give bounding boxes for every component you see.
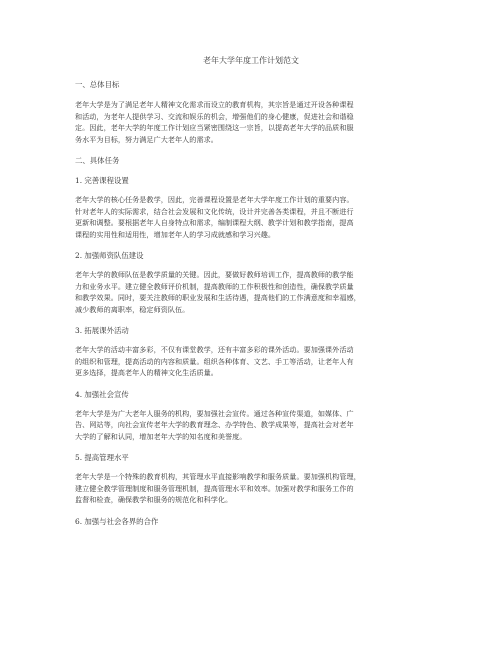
task-paragraph-management <box>75 471 427 506</box>
paragraph-line: 老年大学是为广大老年人服务的机构，要加强社会宣传。通过各种宣传渠道，如媒体、广 <box>75 408 354 418</box>
paragraph-line: 针对老年人的实际需求，结合社会发展和文化传统，设计并完善各类课程，并且不断进行 <box>75 206 354 216</box>
task-heading-publicity: 4. 加强社会宣传 <box>75 389 129 399</box>
paragraph-line: 老年大学的教师队伍是教学质量的关键。因此，要做好教师培训工作，提高教师的教学能 <box>75 270 354 279</box>
paragraph-line: 老年大学是一个特殊的教育机构，其管理水平直接影响教学和服务质量。要加强机构管理， <box>75 472 361 481</box>
task-heading-teachers: 2. 加强师资队伍建设 <box>75 251 144 260</box>
paragraph-line: 老年大学是为了满足老年人精神文化需求而设立的教育机构，其宗旨是通过开设各种课程 <box>75 100 354 109</box>
task-heading-management: 5. 提高管理水平 <box>75 453 129 462</box>
task-heading-activities: 3. 拓展课外活动 <box>75 326 129 335</box>
task-heading-cooperation: 6. 加强与社会各界的合作 <box>75 516 159 526</box>
paragraph-line: 大学的了解和认同，增加老年大学的知名度和美誉度。 <box>75 431 247 441</box>
paragraph-line: 告、网站等，向社会宣传老年大学的教育理念、办学特色、教学成果等，提高社会对老年 <box>75 420 354 429</box>
paragraph-line: 课程的实用性和适用性，增加老年人的学习成就感和学习兴趣。 <box>75 229 276 239</box>
paragraph-line: 和教学效果。同时，要关注教师的职业发展和生活待遇，提高他们的工作满意度和幸福感， <box>75 293 361 302</box>
section-heading-goals: 一、总体目标 <box>75 80 120 89</box>
task-paragraph-curriculum <box>75 194 427 240</box>
paragraph-line: 更多选择，提高老年人的精神文化生活质量。 <box>75 368 218 377</box>
task-paragraph-teachers <box>75 269 427 315</box>
paragraph-line: 监督和检查，确保教学和服务的规范化和科学化。 <box>75 495 233 504</box>
paragraph-line: 减少教师的离职率，稳定师资队伍。 <box>75 304 190 314</box>
paragraph-line: 力和业务水平。建立健全教师评价机制，提高教师的工作积极性和创造性，确保教学质量 <box>75 281 354 291</box>
paragraph-line: 老年大学的活动丰富多彩，不仅有课堂教学，还有丰富多彩的课外活动。要加强课外活动 <box>75 345 354 354</box>
paragraph-line: 建立健全教学管理制度和服务管理机制，提高管理水平和效率。加强对教学和服务工作的 <box>75 483 354 493</box>
paragraph-line: 的组织和管理，提高活动的内容和质量。组织各种体育、文艺、手工等活动，让老年人有 <box>75 356 354 366</box>
paragraph-line: 务水平为目标，努力满足广大老年人的需求。 <box>75 134 218 144</box>
paragraph-line: 老年大学的核心任务是教学，因此，完善课程设置是老年大学年度工作计划的重要内容。 <box>75 195 354 204</box>
paragraph-line: 更新和调整。要根据老年人自身特点和需求，编制课程大纲、教学计划和教学指南，提高 <box>75 218 354 227</box>
paragraph-line: 和活动，为老年人提供学习、交流和娱乐的机会，增强他们的身心健康，促进社会和谐稳 <box>75 111 354 121</box>
task-heading-curriculum: 1. 完善课程设置 <box>75 176 129 185</box>
section-heading-tasks: 二、具体任务 <box>75 156 120 165</box>
task-paragraph-publicity <box>75 408 427 443</box>
document-title: 老年大学年度工作计划范文 <box>203 56 299 65</box>
goals-paragraph <box>75 99 427 145</box>
task-paragraph-activities <box>75 344 427 379</box>
paragraph-line: 定。因此，老年大学的年度工作计划应当紧密围绕这一宗旨，以提高老年大学的品质和服 <box>75 123 354 132</box>
